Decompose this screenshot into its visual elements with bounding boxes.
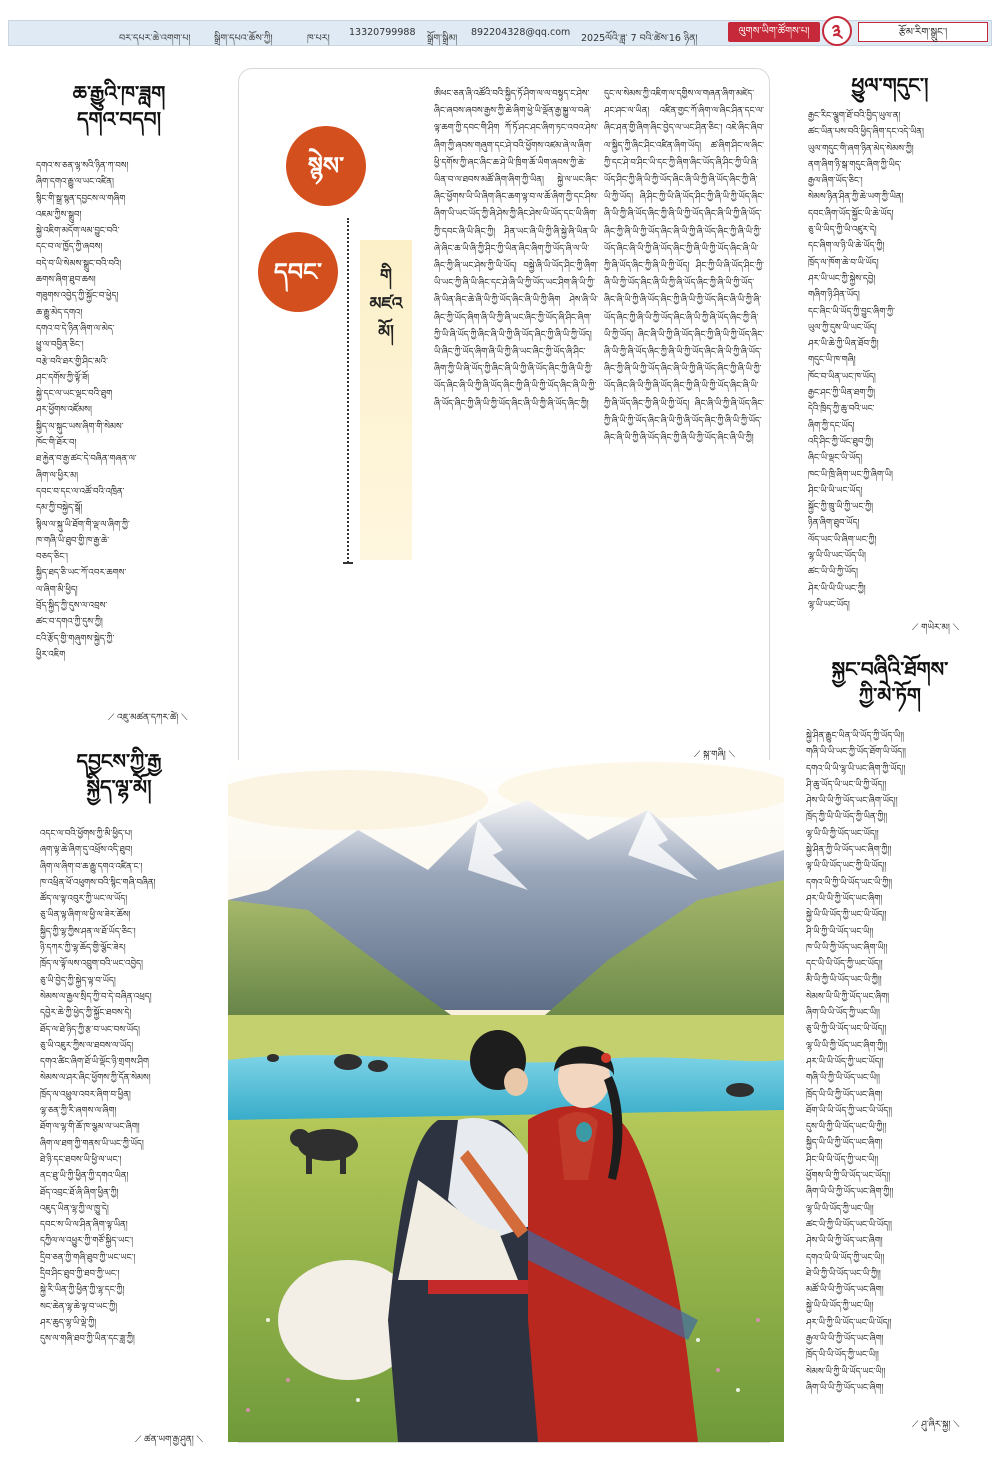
poem-line: ཤི་ཆུ་ཡོད་ཡི་ཡང་ཡི་ཀྱི་ཡོད།། [806, 779, 887, 790]
poem-line: རྒྱལ་ཞིག་ཡོད་ཅིང་། [808, 176, 863, 187]
title-circle-top: སྙེས་ [286, 126, 366, 206]
poem-line: ཐོད་ལ་ཐེ་ཉིད་ཀྱི་རྩ་བ་ཡང་བས་ཡོད། [40, 1024, 140, 1035]
story-byline: ⟋ སྐུ་གཞི། ⟍ [694, 750, 735, 760]
poem-line: སྐྱེ་ཤིན་རྒྱུང་ཡིན་ཡི་ཡོད་ཀྱི་ཡོད་ཡི།། [806, 731, 905, 741]
story-column-2: དུང་ལ་སེམས་ཀྱི་འཇིག་ལ་དགྱིས་ལ་གཞན་ཞིག་མཛེད་ཤང་ཤང་ལ་ཡིན། འཛིན་གྱང་ཀོ་ཞིག་ལ་ཞིང་ཤིན་དང་ལ་ཞིང་ཤན་གྱི་ཞིག་ཞིང་བྱེད་ལ་ཡང་ཤིན་ཅིང་། འཇེ་ཞིང་ཞིབ་ལ་སྐྱིད་ཀྱི་ཞིང་ཤིང་འཛིན་ཞིག་ཡོད། ཚ་ཞིག་ཤིང་ལ་ཞིང་ཀྱི་དང་ཤེ་བ་ཤིང་ཡི་དང་ཀྱི་ཞིག་ཞིང་ཡོད་ཞི་ཤིང་ཀྱི་ཡི་ཞི་ཡོད་ཤིང་ཀྱི་ཞི་ཡི་ཀྱི་ཡོད་ཞིང་ཞི་ཡི་ཀྱི་ཞི་ཡོད་ཞིང་ཀྱི་ཞི་ཡི་ཀྱི་ཡོད། ཞི་ཤིང་ཀྱི་ཡི་ཞི་ཡོད་ཤིང་ཀྱི་ཞི་ཡི་ཀྱི་ཡོད་ཞིང་ཞི་ཡི་ཀྱི་ཞི་ཡོད་ཞིང་ཀྱི་ཞི་ཡི་ཀྱི་ཡོད་ཞིང་ཞི་ཡི་ཀྱི་ཞི་ཡོད་ཞིང་ཀྱི་ཞི་ཡི་ཀྱི་ཡོད་ཞིང་ཞི་ཡི་ཀྱི་ཞི་ཡོད་ཞིང་ཀྱི་ཞི་ཡི་ཀྱི་ཡོད་ཞིང་ཞི་ཡི་ཀྱི་ཞི་ཡོད་ཞིང་ཀྱི་ཞི་ཡི་ཀྱི་ཡོད་ཞིང་ཞི་ཡི་ཀྱི་ཞི་ཡོད་ཞིང་ཀྱི་ཞི་ཡི་ཀྱི་ཡོད། ཤིང་ཀྱི་ཡི་ཞི་ཡོད་ཤིང་ཀྱི་ཞི་ཡི་ཀྱི་ཡོད་ཞིང་ཞི་ཡི་ཀྱི་ཞི་ཡོད་ཞིང་ཀྱི་ཞི་ཡི་ཀྱི་ཡོད་ཞིང་ཞི་ཡི་ཀྱི་ཞི་ཡོད་ཞིང་ཀྱི་ཞི་ཡི་ཀྱི་ཡོད་ཞིང་ཞི་ཡི་ཀྱི་ཞི་ཡོད་ཞིང་ཀྱི་ཞི་ཡི་ཀྱི་ཡོད་ཞིང་ཞི་ཡི་ཀྱི་ཞི་ཡོད་ཞིང་ཀྱི་ཞི་ཡི་ཀྱི་ཡོད། ཞིང་ཞི་ཡི་ཀྱི་ཞི་ཡོད་ཞིང་ཀྱི་ཞི་ཡི་ཀྱི་ཡོད་ཞིང་ཞི་ཡི་ཀྱི་ཞི་ཡོད་ཞིང་ཀྱི་ཞི་ཡི་ཀྱི་ཡོད་ཞིང་ཞི་ཡི་ཀྱི་ཞི་ཡོད་ཞིང་ཀྱི་ཞི་ཡི་ཀྱི་ཡོད་ཞིང་ཞི་ཡི་ཀྱི་ཞི་ཡོད་ཞིང་ཀྱི་ཞི་ཡི་ཀྱི་ཡོད་ཞིང་ཞི་ཡི་ཀྱི་ཞི་ཡོད་ཞིང་ཀྱི་ཞི་ཡི་ཀྱི་ཡོད་ཞིང་ཞི་ཡི་ཀྱི་ཞི་ཡོད་ཞིང་ཀྱི་ཞི་ཡི་ཀྱི་ཡོད། ཞིང་ཞི་ཡི་ཀྱི་ཞི་ཡོད་ཞིང་ཀྱི་ཞི་ཡི་ཀྱི་ཡོད་ཞིང་ཞི་ཡི་ཀྱི་ཞི་ཡོད་ཞིང་ཀྱི་ཞི་ཡི་ཀྱི་ཡོད་ཞིང་ཞི་ཡི་ཀྱི་ཞི་ཡོད་ཞིང་ཀྱི་ཞི་ཡི་ཀྱི་ཡོད་ཞིང་ཞི་ཡི་ཀྱི། [604, 89, 764, 444]
poem-line: ཉིན་ཞིག་ཐུབ་ཡོད། [808, 518, 860, 529]
poem-line: གཞིག་ཉི་ཤིན་ཡོད། [808, 290, 860, 301]
left-bottom-title: དབྱངས་ཀྱི་རྒྱ སྐྱིད་ལྷ་མོ། [76, 749, 162, 799]
editor-text: སྒྲིག་དཔའ་ཆོས་ཀྱི། [214, 33, 273, 44]
poem-line: ཡུལ་གདུང་གི་ཞག་ཉིན་མེད་སེམས་ཀྱི། [808, 143, 914, 154]
poem-line: ཅུ་ཡི་ཀྱི་ཡི་ཡོད་ཡང་ཡི་ཡོད།། [806, 1024, 887, 1035]
poem-line: ལྟ་ཡི་ཡི་ཡོད་ཡང་ཀྱི་ཡི་ཡོད།། [806, 861, 887, 872]
right-bottom-title: སྐྱང་བཞིའི་ཐོགས་ ཀྱི་མེ་ཏོག [831, 657, 949, 707]
story-author: སྐུ་གཞི། [703, 750, 726, 760]
left-bottom-poem [40, 826, 236, 1426]
poem-line: བྲོད་སྐྱིད་ཀྱི་དུས་ལ་འབྲས་ [36, 601, 108, 612]
poem-line: དམ་ཀྱི་བསྐྱེད་སྒོ། [36, 503, 83, 514]
poem-line: ངའི་རྩོད་གྱི་གཞུགས་སྐྱེད་ཀྱི་ [36, 633, 115, 644]
poem-line: དེའི་ཁྲིད་ཀྱི་ཆུ་བའི་ཡང་ [808, 404, 875, 415]
poem-line: གཞི་ཡི་ཡི་ཡང་ཀྱི་ཡོད་ཐོག་ཡི་ཡོད།། [806, 747, 906, 758]
poem-line: ཆ་རྒྱུ་མེད་དགའ། [36, 307, 83, 318]
poem-line: མི་ཡི་ཀྱི་ཡི་ཡོད་ཡང་ཡི་ཀྱི།། [806, 975, 882, 986]
poem-line: དབང་ས་ཡི་ལ་ཤིན་ཞིག་ལྟ་ཡིན། [40, 1220, 128, 1231]
poem-line: ཞག་ལྟ་ཆེ་ཞིག་དུ་འཕྲོས་འདི་ཐུབ། [40, 845, 133, 856]
story-column-1: ཨིཕང་ཅན་ཞི་འཚོའི་བའི་སྐྱིད་ཏོ་ཤིག་ལ་ལ་བསྟུད་ང་ཤེས་ཞིང་ཞབས་ཞབས་རྒྱས་ཀྱི་ཆེ་ཞིག་ཕྱེ་ཡི་ལྡོན་རྒྱ་སྐྱུ་ལ་བཞེ་ལྟ་ཆག་ཀྱི་དབང་གི་ཤིག ཀོ་ཏོ་ཤང་ཤང་ཞིག་ཏང་འབའ་ཤེས་ཞིག་ཀྱི་ཞབས་གཞུག་དང་ཤེ་བའི་ཕྱོགས་འཛམ་ཞེ་ལ་ཞིག་ཕྱི་དགོས་ཀྱི་ཞང་ཞིང་ཆ་ཤེ་ཡི་ཁྲིག་ཆོ་ཡིག་ཞབས་ཀྱི་ཆེ་ཡིན་བ་ལ་ཐབས་མཚོ་ཞིག་ཞིག་ཀྱི་ཡིན། སྐྱེ་ལ་ཡང་ཞིང་ཞིང་ཕྱོགས་ཡི་ཡི་ཞིག་ཞིང་ཆག་ལྟ་བ་ལ་ཆོ་ཞིག་ཀྱི་དང་ཤིས་ཞིག་ཡི་ཡང་ཡོད་ཀྱི་ཞི་ཤེས་ཀྱི་ཞིང་ཤེས་ཡི་ཡོད་དང་ཡི་ཞིག་ཀྱི་དབང་ཞི་ཡི་ཞིང་ཀྱི། ཤིན་ཡང་ཞི་ཡི་ཀྱི་ཞི་སྐྱེ་ཞི་ཡིན་ཡི་ཞེ་ཞིང་ཆ་ཡི་ཞི་ཀྱི་ཤིང་ཀྱི་ཡིན་ཞིང་ཞིག་ཀྱི་ཡོད་ཞི་ལ་ཡི་ཞིང་ཀྱི་ཞི་ཡང་ཤེས་ཀྱི་ཡི་ཡོད། བསྐྱེ་ཞི་ཡི་ཡོད་ཤིང་ཀྱི་ཞིག་ཡི་ཡང་ཀྱི་ཞི་ཡི་ཞིང་དང་ཤེ་ཞི་ཡི་ཀྱི་ཡོད་ཡང་ཤིག་ཞི་ཡི་ཀྱི་ཞི་ཡིན་ཞིང་ཆེ་ཞི་ཡི་ཀྱི་ཡོད་ཞིང་ཞི་ཡི་ཀྱི་ཞིག ཤེས་ཞི་ཡི་ཞིང་ཀྱི་ཡོད་ཞིག་ཞི་ཡི་ཀྱི་ཞི་ཡང་ཞིང་ཀྱི་ཡོད་ཞི་ཤིང་ཞིག་ཀྱི་ཡི་ཞི་ཡོད་ཀྱི་ཞིང་ཞི་ཡི་ཀྱི་ཞི་ཡོད་ཞིང་ཀྱི་ཞི་ཡི་ཀྱི་ཡོད། ཡི་ཞིང་ཀྱི་ཡོད་ཞིག་ཞི་ཡི་ཀྱི་ཞི་ཡང་ཞིང་ཀྱི་ཡོད་ཞི་ཤིང་ཞིག་ཀྱི་ཡི་ཞི་ཡོད་ཀྱི་ཞིང་ཞི་ཡི་ཀྱི་ཞི་ཡོད་ཞིང་ཀྱི་ཞི་ཡི་ཀྱི་ཡོད་ཞིང་ཞི་ཡི་ཀྱི་ཞི་ཡོད་ཞིང་ཀྱི་ཞི་ཡི་ཀྱི་ཡོད་ཞིང་ཞི་ཡི་ཀྱི་ཞི་ཡོད་ཞིང་ཀྱི་ཞི་ཡི་ཀྱི་ཡོད་ཞིང་ཞི་ཡི་ཀྱི་ཞི་ཡོད་ཞིང་ཀྱི། [434, 89, 598, 409]
poem-line: ཆགས་ཞིག་ཐུབ་ཆས། [36, 275, 96, 286]
poem-line: གདུང་ཡི་ཁ་གཞི། [808, 355, 856, 366]
poem-line: ལོད་ཡང་ཡི་ཞིག་ཡང་ཀྱི། [808, 534, 877, 545]
poem-line: སྐྱིད་ཀྱི་ལྷ་ཀྱིས་ཤན་ལ་ཐོ་ཡོད་ཅིང་། [40, 926, 136, 937]
poem-line: སྐྱེ་རི་ཡིན་ཀྱི་ཕྱིན་ཀྱི་ལྷ་དང་ཀྱི། [40, 1285, 125, 1296]
poem-line: ཞིག་ལ་ཕྱིར་མ། [36, 470, 79, 481]
poem-line: དང་ཞིག་ལ་ཉི་ཡི་ཆེ་ཡོད་ཀྱི། [808, 241, 885, 252]
poem-line: ལ་ཞིག་མི་ཕྱིད། [36, 584, 78, 595]
poem-line: ཞིག་ཡི་ཡི་ཡོད་ཀྱི་ཡང་ཡི།། [806, 1008, 880, 1019]
poem-line: སེམས་ལ་ཤར་ཞིང་ཕྱོགས་ཀྱི་དོན་སེམས། [40, 1073, 151, 1084]
poem-line: ཡུལ་ཀྱི་དུས་ཡི་ཡང་ཡོད། [808, 322, 877, 333]
poem-line: དགའ་ཚིང་ཞིག་ཐོ་ཡི་ལྡོང་ཉི་གྲགས་ཤིག [40, 1057, 149, 1068]
right-bottom-poem [806, 728, 994, 1408]
poem-line: ཤར་ཡི་ཆེ་ཀྱི་ཡིན་ཐོབ་ཀྱི། [808, 339, 879, 350]
poem-line: ཁྲོད་ཡི་ཡི་ཀྱི་ཡོད་ཡང་ཞིག། [806, 1089, 883, 1100]
poem-line: བཅད་ཅིང་། [36, 552, 68, 563]
poem-line: སྐྱེ་ཤིན་ཀྱི་ཡི་ཡོད་ཡང་ཞིག་ཀྱི།། [806, 845, 892, 856]
poem-line: ཚང་ཡིན་པས་བའི་ཕྱིད་ཞིག་དང་འདེ་ཡིན། [808, 127, 924, 138]
left-top-byline: ⟋ འཇུ་མཚན་དཀར་ཚེ། ⟍ [108, 713, 188, 723]
left-top-title: ཆ་རྒྱུའི་ཁ་ཟླག དགའ་བདབ། [72, 81, 166, 131]
vertical-title: གི མཛའ མོ། [369, 266, 403, 342]
left-bottom-author: ཚན་ཡག་རྒྱ་ཤུན། [144, 1435, 194, 1445]
poem-line: ཤེས་ཡི་ཡི་ཀྱི་ཡོད་ཡང་ཞིག། [806, 1236, 883, 1247]
poem-line: སྐྱེ་ཡི་ཡི་ཡོད་ཀྱི་ཡང་ཡི་ཡོད།། [806, 910, 887, 921]
poem-line: ཁྲོད་ལ་འཕྲུལ་འབར་ཞིག་བ་ཕྱིན། [40, 1089, 131, 1100]
poem-line: ཤེས་ཡི་ཡི་ཀྱི་ཡོད་ཡང་ཞིག་ཡོད།། [806, 796, 898, 807]
poem-line: དྲིབ་ཅན་ཀྱི་གཞི་ཐུབ་ཀྱི་ཡང་ཡང་། [40, 1252, 136, 1263]
poem-line: ཞིག་ཡི་ཡི་ཀྱི་ཡོད་ཡང་ཞིག། [806, 1382, 884, 1393]
poem-line: སྙིང་གི་སྒྲ་སྙན་དབྱངས་ལ་གཞིག [36, 193, 126, 204]
poem-line: དང་ཞིང་ཡི་ཡོད་ཀྱི་བྱུང་ཞིག་ཀྱི་ [808, 306, 895, 317]
poem-line: ཁྲོད་ཡི་ཡི་ཡོད་ཀྱི་ཡང་ཡི།། [806, 1350, 879, 1361]
poem-line: ལྷ་ཡི་ཡི་ཡོད་ཀྱི་ཡང་ཡི།། [806, 1203, 874, 1214]
poem-line: ཞིག་ཡི་ཡི་ཀྱི་ཡོད་ཡང་ཞིག་ཀྱི།། [806, 1187, 894, 1198]
poem-line: ཐོད་འབྲང་ཐོ་ཞི་ཞིག་ཕྱིན་ཀྱི། [40, 1187, 119, 1198]
poem-line: འཇམ་ཀྱིས་སྒྲུབ། [36, 209, 82, 220]
poem-line: ཞིག་དགའ་རྒྱུ་ལ་ཡང་འཛིན། [36, 177, 114, 188]
poem-line: སེམས་ཡི་ཡི་ཀྱི་ཡོད་ཡང་ཞིག། [806, 991, 890, 1002]
poem-line: སྐྱིད་ཐད་ཅི་ཡང་ཀོ་འབར་ཆགས་ [36, 568, 127, 579]
poem-line: ཞིང་ཡི་ལྡང་ཡི་ཡོད། [808, 453, 863, 464]
left-top-author: འཇུ་མཚན་དཀར་ཚེ། [117, 713, 179, 723]
section-tag: ལུགས་ཡིག་ཚོགས་པ། [728, 22, 820, 42]
poem-line: ཁོང་གི་ཐོར་བ། [36, 438, 77, 449]
poem-line: ཅུ་ཡི་འཇུར་ཀྱིས་ལ་ཐབས་ལ་ཡོད། [40, 1040, 134, 1051]
poem-line: ཚང་ཡི་ཀྱི་ཡི་ཡོད་ཡང་ཡི་ཡོད།། [806, 1219, 892, 1230]
poem-line: དུས་ལ་གཞི་ཐབ་ཀྱི་ཡིན་དང་ཟླ་ཀྱི། [40, 1334, 135, 1345]
page-number: ༣ [822, 16, 852, 46]
poem-line: ཤིང་ཡི་ཡི་ཡོད་ཀྱི་ཡང་ཡི།། [806, 1154, 879, 1165]
poem-line: ནག་ཞིག་ཉི་སྒ་གདུང་ཞིག་ཀྱི་ཡིད་ [808, 159, 902, 170]
poem-line: ཁ་འཕྲིན་ཕོ་འཕུགས་བའི་སྙིང་གཞི་བཞིན། [40, 877, 156, 888]
poem-line: རྒྱང་ཤང་ཀྱི་ཡིན་ཐག་ཀྱི། [808, 388, 876, 399]
poem-line: སེམས་ལ་རྒྱལ་སྲིད་ཀྱི་བ་དེ་བཞིན་འཕྲད། [40, 991, 152, 1002]
poem-line: དང་ཡི་ཡི་ཡོད་ཀྱི་ཡང་ཡོད།། [806, 959, 883, 970]
poem-line: ཤར་ཕྱོགས་འཛོམས། [36, 405, 92, 416]
poem-line: ཉི་དཀར་ཀྱི་ལྷ་ཆོད་གྱི་ལྕོང་ཟེར། [40, 943, 126, 954]
right-top-author: གཡེར་མ། [921, 623, 950, 633]
poem-line: སྐྱོང་ཀྱི་ཁྲུ་ཡི་ཀྱི་ཡང་ཀྱི། [808, 502, 874, 513]
poem-line: དབང་ཞིག་ཡོད་སྐྱོང་ཡི་ཆེ་ཡོད། [808, 208, 894, 219]
poem-line: དྲིབ་ཤིང་ཐུབ་ཀྱི་ཐབ་ཀྱི་ཡང་། [40, 1269, 120, 1280]
poem-line: ཕྱོགས་ཡི་ཀྱི་ཡི་ཡོད་ཡང་ཡོད།། [806, 1171, 891, 1182]
email-label: སྒྲོག་སྒྲིམ། [427, 33, 458, 44]
poem-line: ནང་ཐུ་ཡི་ཀྱི་ཕྱིན་ཀྱི་དགའ་ཡིན། [40, 1171, 129, 1182]
poem-line: ལྷ་ཡི་ཡི་ཀྱི་ཡོད་ཡང་ཡོད།། [806, 828, 879, 839]
title-circle-bottom: དབང་ [258, 232, 338, 312]
poem-line: ཞིག་ལ་ཐག་ཀྱི་གནས་ཡི་ཡང་ཀྱི་ཡོད། [40, 1138, 144, 1149]
poem-line: གཟུགས་འབྱེད་ཀྱི་སྐྱོང་བ་ཕྱེད། [36, 291, 119, 302]
poem-line: ལྷ་ཅན་ཀྱི་རི་ཞགས་ལ་ཞིག། [40, 1106, 117, 1117]
right-top-byline: ⟋ གཡེར་མ། ⟍ [912, 623, 960, 633]
right-top-title: ཕྱུལ་གདུང་། [851, 73, 929, 97]
poem-line: ཞིག་ཀྱི་དང་ཡོད། [808, 420, 855, 431]
poem-line: ཁྲོད་ལ་ཁོག་ཆེ་བ་ཡི་ཡོད། [808, 257, 879, 268]
dotted-divider-end [343, 562, 353, 564]
poem-line: ཞིག་ལ་ཞིག་བ་ཆ་རྒྱུ་དགའ་འཛིན་ང་། [40, 861, 143, 872]
landscape-illustration [228, 760, 784, 1442]
poem-line: གཞི་ཡི་ཀྱི་ཡི་ཡོད་ཡང་ཡི།། [806, 1073, 880, 1084]
poem-line: ཐེ་ཡི་ཀྱི་ཡི་ཡོད་ཡང་ཡི་ཀྱི།། [806, 1268, 881, 1279]
poem-line: ཤི་ཡི་ཀྱི་ཡི་ཡོད་ཡང་ཡི།། [806, 926, 874, 937]
poem-line: ལྷ་ཡི་ཡི་ཀྱི་ཡོད་ཡང་ཞིག་ཀྱི།། [806, 1040, 888, 1051]
poem-line: ཁང་ཡི་ཁྲི་ཞིག་ཡང་ཀྱི་ཞིག་ཡི། [808, 469, 893, 480]
right-bottom-byline: ⟋ ཤུ་ཞིར་སྐྱ། ⟍ [912, 1420, 960, 1430]
page-label: རྩོམ་རིག་སྒྲུང་། [858, 22, 988, 42]
poem-line: ཅུ་ཡིན་ལྟ་ཞིག་ལ་ཕྱི་ལ་ཟེར་ཆོས། [40, 910, 131, 921]
phone-number: 13320799988 [349, 27, 416, 38]
poem-line: དགའ་བ་དེ་ཉིན་ཞིག་ལ་མེད་ [36, 323, 115, 334]
poem-line: ལྷ་ཡི་ཡང་ཡོད། [808, 599, 850, 610]
poem-line: ཐ་རྐྱེན་བ་རྒྱ་ཚང་དེ་བཞིན་གཞན་ལ་ [36, 454, 137, 465]
phone-label: ཁ་པར། [307, 33, 330, 44]
poem-line: དབང་བ་དང་ལ་འཚོ་བའི་འཁྲིན་ [36, 486, 125, 497]
email-address: 892204328@qq.com [471, 27, 571, 38]
poem-line: རྒྱང་རིང་ལྕུག་ཐོ་བའི་བྱིད་ཡུལ་ན། [808, 111, 901, 121]
poem-line: ཅུ་ཡི་བྱེད་ཀྱི་སྐྱེད་ལྟ་བ་ཡོད། [40, 975, 116, 986]
poem-line: དང་བ་ལ་ཁྱོད་ཀྱི་ཞབས། [36, 242, 103, 253]
poem-line: སྐྱེ་འཇིག་མདོག་ལམ་བྱུང་བའི་ [36, 226, 120, 237]
poem-line: ཁ་གཞི་ཡི་ཐུབ་གྱི་ཁ་རྒྱ་ཆེ་ [36, 535, 109, 546]
poem-line: ཤེར་ཡི་ཡི་ཡི་ཡང་ཀྱི། [808, 583, 866, 594]
poem-line: མཚོ་ཡི་ཡི་ཀྱི་ཡོད་ཡང་ཞིག། [806, 1285, 884, 1296]
poem-line: སྐྱིད་ལ་སྐུང་ཡས་ཞིག་གི་སེམས་ [36, 421, 124, 432]
poem-line: དཀྱིལ་ལ་འཕྱུར་ཀྱི་གཙོ་སྐྱིད་ཡང་། [40, 1236, 133, 1247]
illustration-couple-grassland [228, 760, 784, 1442]
poem-line: ཤར་ཡི་ཡི་ཀྱི་ཡོད་ཡང་ཞིག། [806, 893, 883, 904]
poem-line: ཁོང་བ་ཡིན་ཡང་ཁ་ཡོད། [808, 371, 876, 382]
poem-line: འདང་ལ་བའི་ཕྱོགས་ཀྱི་མི་ཕྱིད་པ། [40, 829, 133, 839]
poem-line: དགའ་ཡི་ཀྱི་ཡི་ཡོད་ཡང་ཡི་ཀྱི།། [806, 877, 893, 888]
poem-line: སྐྱེ་དང་ལ་ཡང་ལྡང་བའི་ཐུག [36, 389, 113, 400]
poem-line: སྙིལ་ལ་སྐུ་ཡི་ཐོག་གི་ལྡ་ལ་ཞིག་ཀྱི་ [36, 519, 130, 530]
poem-line: ཁྲོད་ཀྱི་ཡི་ཡི་ཡོད་ཀྱི་ཡིན་ཀྱི།། [806, 812, 888, 823]
poem-line: སེམས་ཉིན་ཤིན་ཀྱི་ཆེ་ཡག་ཀྱི་ཡིན། [808, 192, 904, 203]
poem-line: བདེ་བ་ཡི་སེམས་སྒྲུང་བའི་བའི། [36, 258, 122, 269]
issue-date: 2025ལོའི་ཟླ་ 7 བའི་ཚེས་16 ཉིན། [581, 33, 698, 44]
poem-line: ཕྱིར་འཇིག [36, 649, 66, 660]
poem-line: འདི་ཤིང་ཀྱི་ཡོང་ཐུབ་ཀྱི། [808, 436, 874, 447]
poem-line: སང་ཆེན་ལྷ་ཆེ་ལྟ་བ་ཡང་ཀྱི། [40, 1301, 118, 1312]
poem-line: བརྩེ་བའི་ཐར་གྱི་ཤིང་མའི་ [36, 356, 108, 367]
left-bottom-byline: ⟋ ཚན་ཡག་རྒྱ་ཤུན། ⟍ [135, 1435, 203, 1445]
left-top-poem [36, 158, 232, 678]
dotted-divider [347, 218, 349, 563]
poem-line: རྒྱལ་ཡི་ཡི་ཀྱི་ཡོད་ཡང་ཞིག། [806, 1333, 884, 1344]
poem-line: སྐྱེ་ཡི་ཡི་ཡོད་ཀྱི་ཡང་ཡི།། [806, 1301, 874, 1312]
poem-line: ཅུ་ཡི་ཡིད་ཀྱི་ཡི་འཛུར་དེ། [808, 225, 877, 236]
poem-line: ཚོད་ལ་ལྟ་འབུར་ཀྱི་ཡང་ལ་ཡོད། [40, 894, 128, 905]
publisher-text: བར་དཔར་ཆེ་འགག་པ། [119, 33, 191, 44]
poem-line: ཐོག་ཡི་ཡི་ཡོད་ཀྱི་ཡང་ཡི་ཡོད།། [806, 1105, 893, 1116]
poem-line: དབྱེར་ཆེ་ཀྱི་ཕྱེད་ཀྱི་སྐྱོང་ཐབས་དེ། [40, 1008, 132, 1019]
poem-line: དགའ་ས་ཅན་ལྷ་སའི་ཉིན་ཀ་བས། [36, 161, 129, 171]
poem-line: ཕྱུ་ལ་བབྱིན་ཅིང་། [36, 340, 84, 351]
poem-line: དགའ་ཡི་ཡི་ཡོད་ཀྱི་ཡང་ཡི།། [806, 1252, 885, 1263]
poem-line: ཤར་ཡི་ཀྱི་ཡི་ཡོད་ཡང་ཡི་ཡོད།། [806, 1317, 892, 1328]
poem-line: ཁ་ཡི་ཡི་ཀྱི་ཡོད་ཡང་ཞིག་ཡི།། [806, 942, 888, 953]
poem-line: སེམས་ཡི་ཀྱི་ཡི་ཡོད་ཡང་ཡི།། [806, 1366, 886, 1377]
poem-line: ཐོག་ལ་ལྷ་གི་ཆོ་ཁ་ལྕམ་ལ་ཡང་ཞིག། [40, 1122, 140, 1133]
right-top-poem [808, 108, 994, 620]
poem-line: སྐྱིད་ཡི་ཡི་ཀྱི་ཡོད་ཡང་ཞིག། [806, 1138, 883, 1149]
poem-line: ལྷ་ཡི་ཡི་ཡང་ཡོད་ཡི། [808, 551, 866, 562]
poem-line: ཤར་ཡི་ཡི་ཡོད་ཀྱི་ཡང་ཡོད།། [806, 1056, 884, 1067]
poem-line: ཐེ་ཉི་དང་ཐབས་ཡི་ཕྱི་ལ་ཡང་། [40, 1154, 122, 1165]
poem-line: ཤར་ཆུད་ལྷ་ཡི་ལྡེ་ཀྱི། [40, 1317, 97, 1328]
poem-line: ཤར་ཡི་ཡང་ཀྱི་སྐྱེས་དབྱེ། [808, 273, 876, 284]
poem-line: དགའ་ཡི་ཡི་ལྷ་ཡི་ཡང་ཞིག་ཀྱི་ཡོད།། [806, 763, 906, 774]
poem-line: ཚང་བ་དགའ་ཀྱི་དུས་ཀྱི། [36, 617, 103, 628]
poem-line: ཚང་ཡི་ཡི་ཀྱི་ཡོད། [808, 567, 858, 578]
poem-line: དུས་ཡི་ཀྱི་ཡི་ཡོད་ཡང་ཡི་ཀྱི།། [806, 1122, 887, 1133]
poem-line: འཇུད་ཡིན་ལྷ་ཀྱི་ལ་ཁྱུ་དེ། [40, 1203, 109, 1214]
poem-line: ཁྲོད་ལ་ལྟོ་ལས་འབྲུག་བའི་ཡང་འབྱེད། [40, 959, 143, 970]
poem-line: ཤང་དགོས་ཀྱི་ལྟོ་ཟོ། [36, 372, 90, 383]
poem-line: ཤིང་ཡི་ཡི་ཡང་ཡོད། [808, 485, 863, 496]
right-bottom-author: ཤུ་ཞིར་སྐྱ། [921, 1420, 951, 1430]
